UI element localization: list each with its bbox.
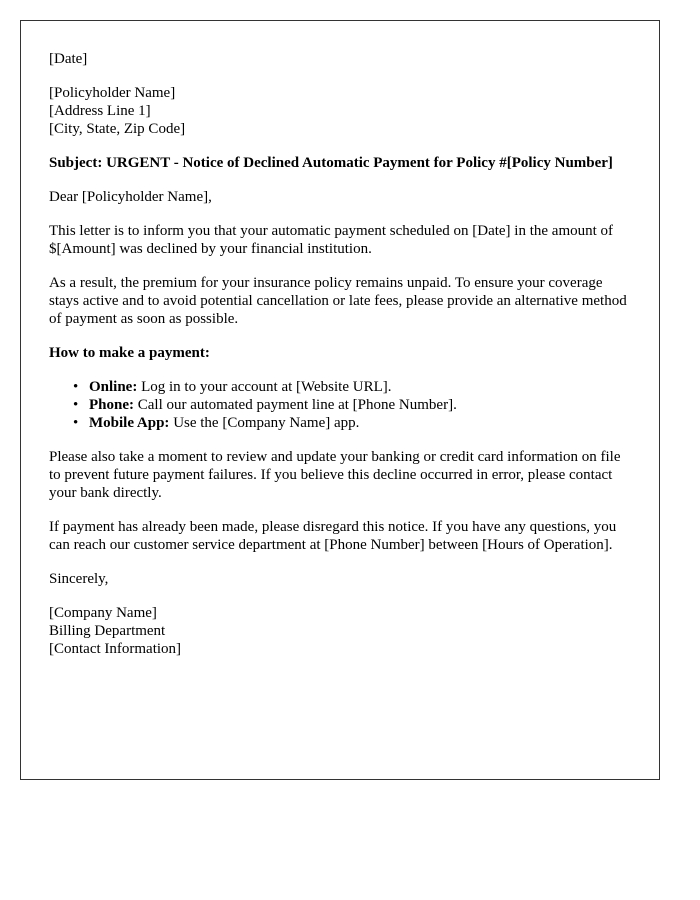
letter-date [49,50,631,68]
payment-method-text: Log in to your account at [Website URL]. [137,379,392,395]
closing: Sincerely, [49,571,109,587]
letter-page [20,20,660,780]
paragraph-disregard: If payment has already been made, please disregard this notice. If you have any questions, you can reach our customer service department at [Phone Number] between [Hours of Operation]. [49,519,617,553]
paragraph-intro: This letter is to inform you that your automatic payment scheduled on [Date] in the amount of $[Amount] was declined by your financial institution. [49,223,614,257]
recipient-city-state-zip: [City, State, Zip Code] [49,121,186,137]
recipient-address [49,84,631,138]
recipient-address-line1: [Address Line 1] [49,103,151,119]
signature-block [49,604,631,658]
bullet-icon: • [73,397,79,413]
bullet-icon: • [73,379,79,395]
list-item [73,414,631,432]
payment-method-text: Call our automated payment line at [Phone Number]. [134,397,457,413]
recipient-name: [Policyholder Name] [49,85,176,101]
date-text: [Date] [49,51,88,67]
bullet-icon: • [73,415,79,431]
list-item [73,396,631,414]
payment-method-label: Online: [89,379,138,395]
paragraph-result: As a result, the premium for your insurance policy remains unpaid. To ensure your coverage stays active and to avoid potential cancellation or late fees, please provide an alternative method of payment as soon as possible. [49,275,627,327]
subject-line: Subject: URGENT - Notice of Declined Automatic Payment for Policy #[Policy Number] [49,155,613,171]
payment-method-text: Use the [Company Name] app. [169,415,360,431]
signature-company: [Company Name] [49,605,157,621]
signature-department: Billing Department [49,623,166,639]
paragraph-review: Please also take a moment to review and update your banking or credit card information on file to prevent future payment failures. If you believe this decline occurred in error, please contact your bank directly. [49,449,621,501]
list-item [73,378,631,396]
salutation: Dear [Policyholder Name], [49,189,212,205]
signature-contact: [Contact Information] [49,641,182,657]
payment-methods-list [49,378,631,432]
payment-heading: How to make a payment: [49,345,210,361]
payment-method-label: Phone: [89,397,134,413]
payment-method-label: Mobile App: [89,415,170,431]
